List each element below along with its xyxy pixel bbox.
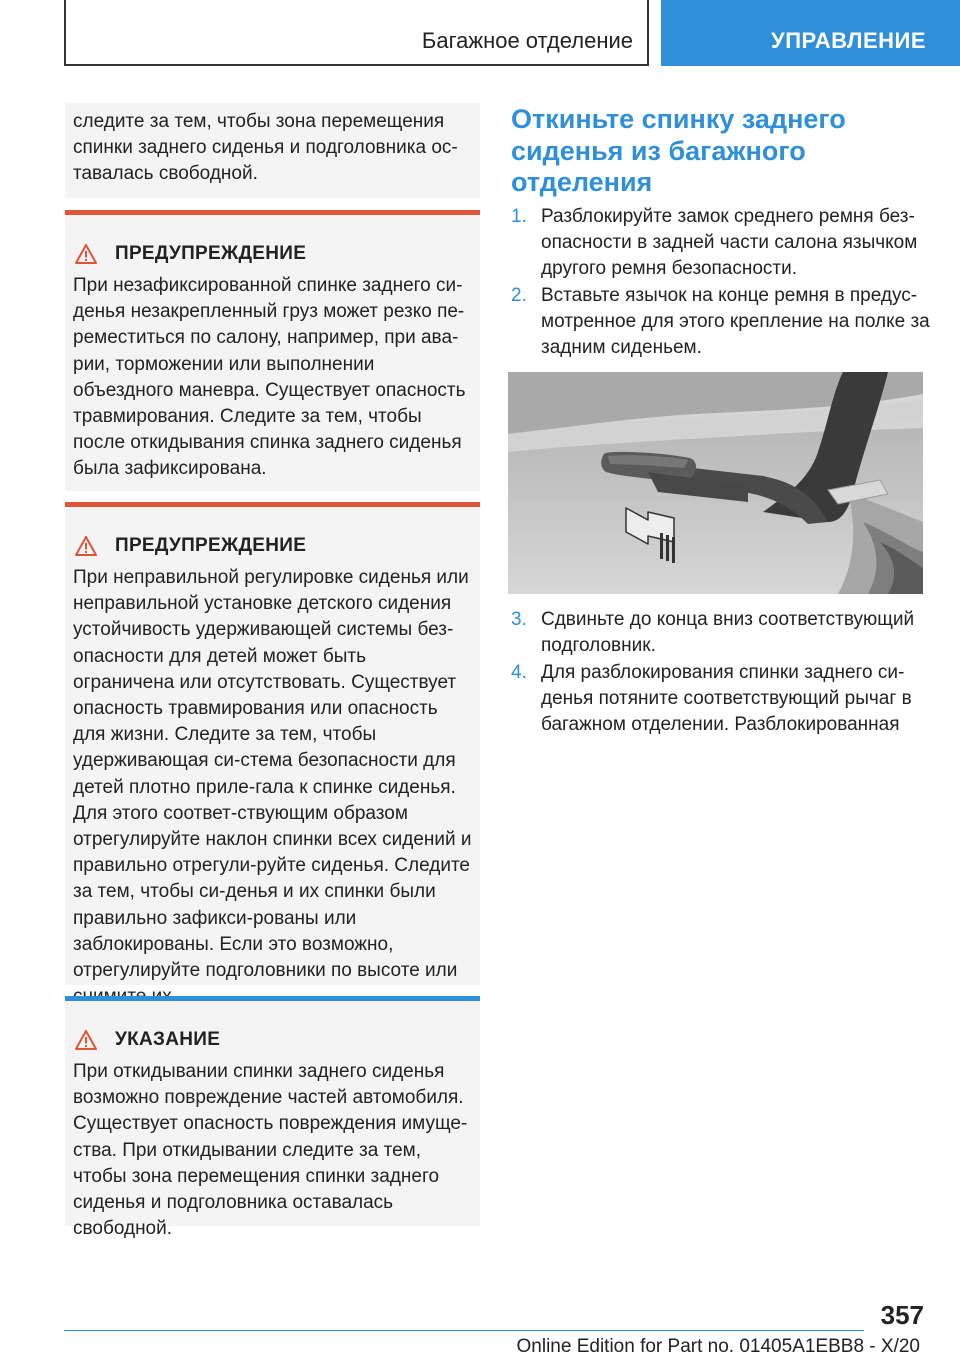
- warning-triangle-icon: [75, 1030, 97, 1050]
- step-text: Разблокируйте замок среднего ремня без-опасности в задней части салона язычком другого ремня безопасности.: [541, 206, 918, 280]
- notice-text: При откидывании спинки заднего сиденья возможно повреждение частей автомобиля. Существует опасность повреждения имуще-ства. При откидывании следите за тем, чтобы зона перемещения спинки заднего сиденья и подголовника оставалась свободной.: [73, 1061, 468, 1240]
- seatbelt-illustration-svg: [508, 372, 923, 594]
- step-text: Для разблокирования спинки заднего си-денья потяните соответствующий рычаг в багажном отделении. Разблокированная: [541, 662, 912, 736]
- warning-text: При незафиксированной спинке заднего си-денья незакрепленный груз может резко пе-реместиться по салону, например, при ава-рии, торможении или выполнении объездного маневра. Существует опасность травмирования. Следите за тем, чтобы после откидывания спинка заднего сиденья была зафиксирована.: [73, 275, 466, 480]
- step-item: [511, 660, 931, 739]
- header-section-title: Багажное отделение: [421, 28, 633, 53]
- page-number: 357: [880, 1300, 924, 1330]
- warning-title: ПРЕДУПРЕЖДЕНИЕ: [115, 535, 307, 556]
- warning-title-row: [65, 215, 480, 267]
- warning-title: ПРЕДУПРЕЖДЕНИЕ: [115, 243, 307, 264]
- notice-title: УКАЗАНИЕ: [115, 1029, 221, 1050]
- step-item: [511, 204, 931, 283]
- warning-triangle-icon: [75, 536, 97, 556]
- footer-edition: Online Edition for Part no. 01405A1EBB8 - X/20: [516, 1336, 920, 1357]
- warning-triangle-icon: [75, 244, 97, 264]
- step-number: 3.: [511, 609, 527, 630]
- step-text: Сдвиньте до конца вниз соответствующий подголовник.: [541, 609, 915, 657]
- warning-title-row: [65, 507, 480, 559]
- footer-divider: [64, 1330, 864, 1331]
- notice-box: [65, 996, 480, 1240]
- step-text: Вставьте язычок на конце ремня в предус-мотренное для этого крепление на полке за задним сиденьем.: [541, 285, 930, 359]
- notice-title-row: [65, 1001, 480, 1053]
- continued-text-box: [65, 103, 480, 198]
- warning-box-2: [65, 502, 480, 985]
- warning-box-1: [65, 210, 480, 491]
- header-chapter-box: [661, 0, 960, 66]
- header-chapter-title: УПРАВЛЕНИЕ: [771, 28, 926, 53]
- step-number: 2.: [511, 285, 527, 306]
- step-number: 1.: [511, 206, 527, 227]
- header-section-box: [64, 0, 649, 66]
- section-heading: Откиньте спинку заднего сиденья из багажного отделения: [511, 104, 846, 197]
- step-item: [511, 607, 931, 659]
- step-number: 4.: [511, 662, 527, 683]
- seatbelt-illustration: [508, 372, 923, 594]
- continued-text: следите за тем, чтобы зона перемещения спинки заднего сиденья и подголовника ос-тавалась свободной.: [73, 111, 458, 185]
- step-item: [511, 283, 931, 362]
- warning-text: При неправильной регулировке сиденья или неправильной установке детского сидения устойчивость удерживающей системы без-опасности для детей может быть ограничена или отсутствовать. Существует опасность травмирования или опасность для жизни. Следите за тем, чтобы удерживающая си-стема безопасности для детей плотно приле-гала к спинке сиденья. Для этого соответ-ствующим образом отрегулируйте наклон спинки всех сидений и правильно отрегули-руйте сиденья. Следите за тем, чтобы си-денья и их спинки были правильно зафикси-рованы или заблокированы. Если это возможно, отрегулируйте подголовники по высоте или: [73, 567, 472, 982]
